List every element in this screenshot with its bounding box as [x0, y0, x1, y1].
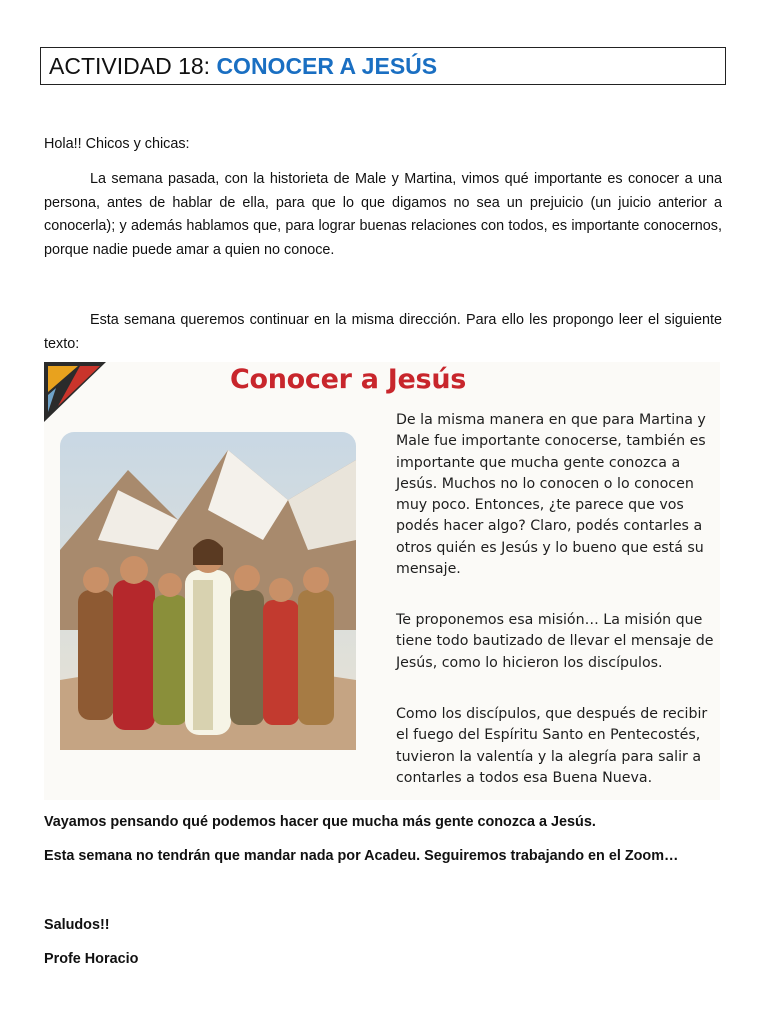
book-title: Conocer a Jesús	[230, 364, 467, 395]
textbook-excerpt	[44, 362, 720, 800]
farewell: Saludos!!	[44, 917, 110, 933]
signature: Profe Horacio	[44, 951, 139, 967]
closing-line-1: Vayamos pensando qué podemos hacer que mucha más gente conozca a Jesús.	[44, 814, 596, 830]
activity-number: ACTIVIDAD 18	[49, 53, 204, 79]
closing-line-2: Esta semana no tendrán que mandar nada por Acadeu. Seguiremos trabajando en el Zoom…	[44, 848, 679, 864]
intro-paragraph-2: Esta semana queremos continuar en la misma dirección. Para ello les propongo leer el siguiente texto:	[44, 312, 722, 352]
title-colon: :	[203, 53, 211, 79]
book-text-1: De la misma manera en que para Martina y Male fue importante conocerse, también es importante que mucha gente conozca a Jesús. Muchos no lo conocen o lo conocen muy poco. Entonces, ¿te parece que vos podés hacer algo? Claro, podés contarles a otros quién es Jesús y lo bueno que está su mensaje.	[396, 412, 706, 578]
activity-topic: CONOCER A JESÚS	[216, 53, 438, 79]
disciples-illustration	[58, 430, 358, 752]
activity-title	[40, 47, 726, 85]
book-text-2: Te proponemos esa misión… La misión que tiene todo bautizado de llevar el mensaje de Jesús, como lo hicieron los discípulos.	[396, 612, 714, 671]
book-text-3: Como los discípulos, que después de recibir el fuego del Espíritu Santo en Pentecostés, tuvieron la valentía y la alegría para salir a contarles a todos esa Buena Nueva.	[396, 706, 708, 786]
stained-glass-corner	[44, 362, 106, 422]
greeting: Hola!! Chicos y chicas:	[44, 136, 190, 152]
intro-paragraph-1: La semana pasada, con la historieta de Male y Martina, vimos qué importante es conocer a una persona, antes de hablar de ella, para que lo que digamos no sea un prejuicio (un juicio anterior a conocerla); y además hablamos que, para lograr buenas relaciones con todos, es importante conocernos, porque nadie puede amar a quien no conoce.	[44, 171, 722, 258]
